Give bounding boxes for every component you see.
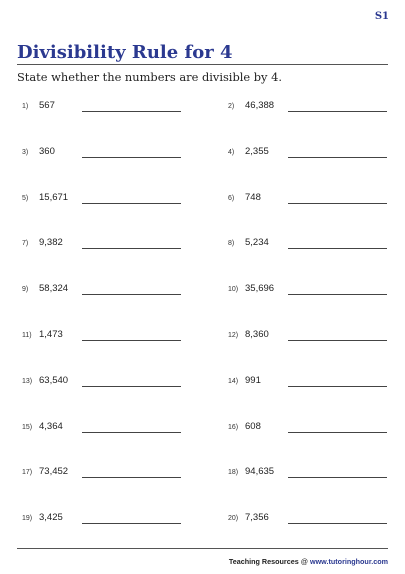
problem-value: 9,382	[39, 237, 63, 249]
problem-number: 13)	[22, 377, 33, 385]
problem-number: 18)	[228, 469, 239, 477]
problem-value: 63,540	[39, 374, 69, 386]
problem-item	[22, 375, 197, 389]
answer-line[interactable]	[288, 203, 387, 204]
instructions: State whether the numbers are divisible by 4.	[17, 70, 282, 84]
answer-line[interactable]	[82, 157, 181, 158]
problem-item	[22, 237, 197, 251]
problem-value: 567	[39, 100, 55, 111]
problem-value: 15,671	[39, 191, 69, 203]
problem-number: 2)	[228, 103, 235, 110]
answer-line[interactable]	[82, 340, 181, 341]
answer-line[interactable]	[288, 157, 387, 158]
problem-value: 94,635	[245, 466, 275, 478]
problem-number: 9)	[22, 286, 29, 294]
footer-label: Teaching Resources	[228, 557, 299, 566]
problem-value: 991	[245, 374, 261, 386]
problem-value: 58,324	[39, 283, 69, 295]
problem-item	[228, 421, 403, 435]
problem-number: 3)	[22, 148, 29, 156]
problem-value: 46,388	[245, 100, 275, 111]
problem-number: 1)	[22, 103, 29, 110]
answer-line[interactable]	[82, 203, 181, 204]
problem-number: 4)	[228, 148, 235, 156]
problem-item	[228, 466, 403, 480]
problem-number: 19)	[22, 515, 33, 523]
footer-site-link[interactable]: www.tutoringhour.com	[310, 557, 388, 566]
problem-item	[228, 512, 403, 526]
problem-number: 7)	[22, 240, 29, 248]
problem-number: 6)	[228, 194, 235, 202]
problem-value: 3,425	[39, 512, 63, 524]
problem-number: 20)	[228, 515, 239, 523]
problem-item	[22, 329, 197, 343]
page-title: Divisibility Rule for 4	[17, 42, 233, 63]
answer-line[interactable]	[288, 386, 387, 387]
problem-value: 5,234	[245, 237, 269, 249]
problem-value: 608	[245, 420, 261, 432]
problem-item	[22, 466, 197, 480]
problem-item	[228, 237, 403, 251]
problem-value: 2,355	[245, 145, 269, 157]
problem-item	[22, 146, 197, 160]
problem-item	[228, 375, 403, 389]
answer-line[interactable]	[82, 248, 181, 249]
answer-line[interactable]	[82, 294, 181, 295]
problem-item	[22, 421, 197, 435]
problem-number: 16)	[228, 423, 239, 431]
problem-item	[228, 146, 403, 160]
problem-item	[228, 100, 403, 114]
problem-value: 748	[245, 191, 261, 203]
sheet-badge: S1	[374, 11, 389, 22]
problem-item	[228, 283, 403, 297]
footer-divider	[17, 548, 388, 549]
problem-number: 12)	[228, 332, 239, 339]
answer-line[interactable]	[82, 432, 181, 433]
problem-value: 4,364	[39, 420, 63, 432]
problem-item	[22, 512, 197, 526]
answer-line[interactable]	[288, 294, 387, 295]
answer-line[interactable]	[82, 386, 181, 387]
problem-number: 8)	[228, 240, 235, 248]
answer-line[interactable]	[288, 111, 387, 112]
problem-value: 8,360	[245, 329, 269, 340]
problem-item	[22, 192, 197, 206]
answer-line[interactable]	[288, 432, 387, 433]
problem-number: 17)	[22, 469, 33, 477]
problem-item	[228, 329, 403, 343]
footer	[229, 557, 388, 566]
answer-line[interactable]	[82, 523, 181, 524]
problem-item	[22, 283, 197, 297]
problem-value: 360	[39, 145, 55, 157]
problem-number: 10)	[228, 286, 239, 294]
problem-item	[22, 100, 197, 114]
problem-number: 5)	[22, 194, 29, 202]
problem-value: 73,452	[39, 466, 69, 478]
answer-line[interactable]	[288, 523, 387, 524]
problem-value: 7,356	[245, 512, 269, 524]
problem-value: 1,473	[39, 329, 63, 340]
answer-line[interactable]	[82, 477, 181, 478]
problem-item	[228, 192, 403, 206]
footer-at: @	[298, 557, 310, 566]
problem-number: 11)	[22, 332, 32, 339]
problem-value: 35,696	[245, 283, 275, 295]
answer-line[interactable]	[288, 340, 387, 341]
answer-line[interactable]	[288, 248, 387, 249]
answer-line[interactable]	[288, 477, 387, 478]
problem-number: 15)	[22, 423, 33, 431]
problem-number: 14)	[228, 377, 239, 385]
answer-line[interactable]	[82, 111, 181, 112]
